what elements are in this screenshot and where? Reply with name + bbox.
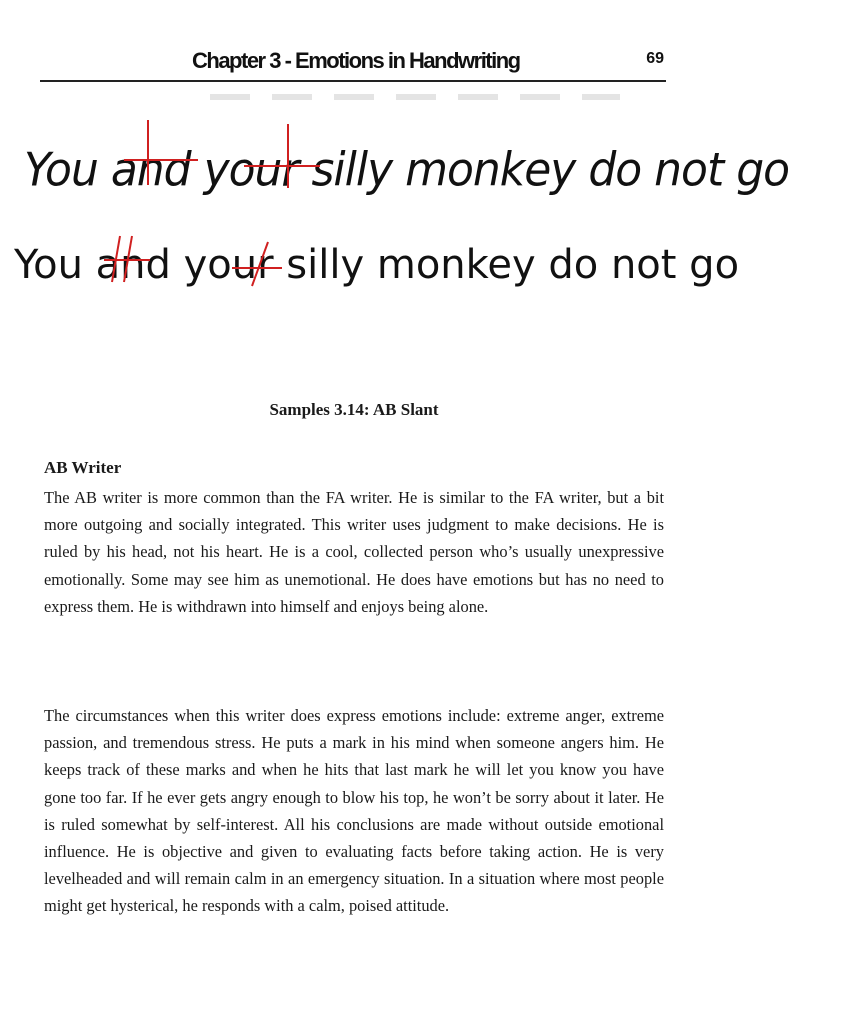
show-through-text <box>210 94 620 100</box>
section-heading: AB Writer <box>44 458 122 477</box>
paragraph-1: The AB writer is more common than the FA writer. He is similar to the FA writer, but a bit more outgoing and socially integrated. This writer uses judgment to make decisions. He is ruled by his head, not his heart. He is a cool, collected person who’s usually unexpressive emotionally. Some may see him as unemotional. He does have emotions but has no need to express them. He is withdrawn into himself and enjoys being alone. <box>44 488 664 616</box>
paragraph-2: The circumstances when this writer does express emotions include: extreme anger, extreme passion, and tremendous stress. He puts a mark in his mind when someone angers him. He keeps track of these marks and when he hits that last mark he will let you know you have gone too far. If he ever gets angry enough to blow his top, he won’t be sorry about it later. He is ruled somewhat by self-interest. All his conclusions are made without outside emotional influence. He is objective and given to evaluating facts before taking action. He is very levelheaded and will remain calm in an emergency situation. In a situation where most people might get hysterical, he responds with a calm, poised attitude. <box>44 706 664 916</box>
page-number: 69 <box>646 50 664 67</box>
handwriting-svg <box>0 110 854 340</box>
handwriting-line-1: You and your silly monkey do not go <box>24 142 790 197</box>
chapter-title: Chapter 3 - Emotions in Handwriting <box>192 48 520 73</box>
handwriting-sample-image <box>0 110 854 340</box>
sample-caption: Samples 3.14: AB Slant <box>269 400 439 419</box>
handwriting-line-2: You and your silly monkey do not go <box>14 242 740 288</box>
running-header <box>40 44 666 82</box>
